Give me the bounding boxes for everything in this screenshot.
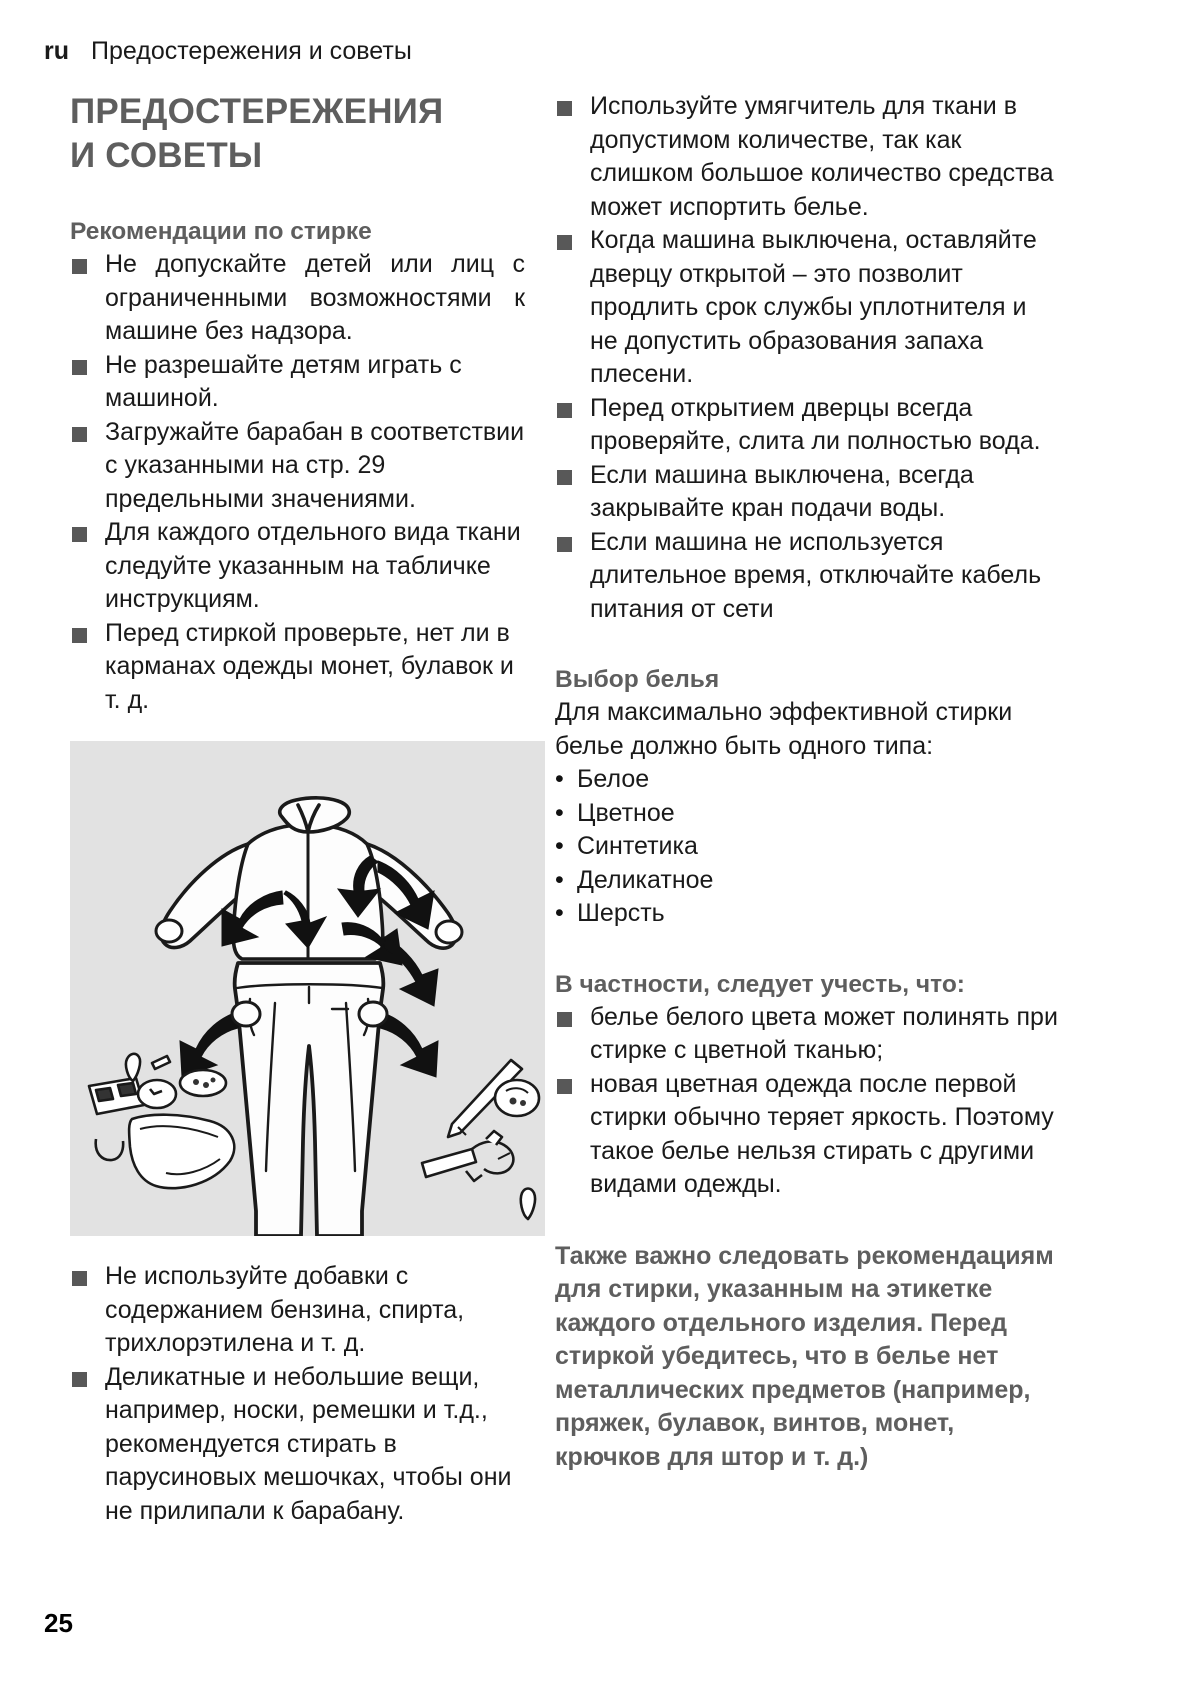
list-item <box>70 349 525 416</box>
list-item <box>70 1260 525 1361</box>
page-title-line-2: И СОВЕТЫ <box>70 136 263 175</box>
list-item <box>555 90 1060 224</box>
list-item <box>70 1361 525 1529</box>
list-item-text: Синтетика <box>577 832 698 860</box>
washing-additives-list <box>70 1260 525 1528</box>
list-item-text: Шерсть <box>577 899 665 927</box>
list-item <box>555 526 1060 627</box>
list-item <box>555 830 1060 864</box>
chapter-title: Предостережения и советы <box>91 37 412 65</box>
list-item-text: Цветное <box>577 798 675 827</box>
list-item-text: Если машина выключена, всегда закрывайте кран подачи воды. <box>590 460 974 522</box>
page-columns <box>0 90 1190 1570</box>
list-item-text: Когда машина выключена, оставляйте дверцу открытой – это позволит продлить срок службы уплотнителя и не допустить образования запаха плесени. <box>590 226 1037 388</box>
list-item-text: Не разрешайте детям играть с машиной. <box>105 350 462 412</box>
list-item <box>70 248 525 349</box>
running-header <box>44 36 412 66</box>
language-code: ru <box>44 37 69 65</box>
list-item <box>555 797 1060 831</box>
list-item-text: Деликатные и небольшие вещи, например, носки, ремешки и т.д., рекомендуется стирать в парусиновых мешочках, чтобы они не прилипали к барабану. <box>105 1362 512 1525</box>
machine-care-list <box>555 90 1060 626</box>
list-item-text: Перед стиркой проверьте, нет ли в карманах одежды монет, булавок и т. д. <box>105 618 514 714</box>
washing-recommendations-heading: Рекомендации по стирке <box>70 218 372 245</box>
list-item <box>555 1001 1060 1068</box>
washing-recommendations-list <box>70 248 525 717</box>
list-item <box>70 416 525 517</box>
list-item <box>555 1068 1060 1202</box>
right-column <box>555 90 1060 1474</box>
list-item <box>555 864 1060 898</box>
illustration-drawing <box>70 741 545 1236</box>
notice-list <box>555 1001 1060 1202</box>
fabric-types-list <box>555 763 1060 931</box>
list-item-text: новая цветная одежда после первой стирки обычно теряет яркость. Поэтому такое белье нельзя стирать с другими видами одежды. <box>590 1069 1054 1198</box>
list-item-text: Не используйте добавки с содержанием бензина, спирта, трихлорэтилена и т. д. <box>105 1262 465 1357</box>
page-number: 25 <box>44 1608 73 1638</box>
page-title <box>70 90 525 178</box>
notice-heading: В частности, следует учесть, что: <box>555 970 965 998</box>
list-item <box>555 459 1060 526</box>
list-item <box>555 224 1060 392</box>
page-title-line-1: ПРЕДОСТЕРЕЖЕНИЯ <box>70 92 444 131</box>
laundry-selection-intro: Для максимально эффективной стирки белье должно быть одного типа: <box>555 698 1013 760</box>
list-item <box>555 897 1060 931</box>
list-item-text: Не допускайте детей или лиц с ограниченными возможностями к машине без надзора. <box>105 250 525 345</box>
pocket-check-illustration <box>70 741 545 1236</box>
left-column <box>70 90 525 1528</box>
list-item <box>70 516 525 617</box>
laundry-selection-heading: Выбор белья <box>555 666 720 693</box>
list-item <box>70 617 525 718</box>
list-item-text: Деликатное <box>577 865 714 894</box>
list-item <box>555 763 1060 797</box>
list-item-text: Загружайте барабан в соответствии с указанными на стр. 29 предельными значениями. <box>105 417 525 513</box>
list-item-text: Для каждого отдельного вида ткани следуйте указанным на табличке инструкциям. <box>105 518 521 613</box>
closing-note: Также важно следовать рекомендациям для стирки, указанным на этикетке каждого отдельного изделия. Перед стиркой убедитесь, что в белье нет металлических предметов (например, пряжек, булавок, винтов, монет, крючков для штор и т. д.) <box>555 1241 1054 1471</box>
list-item-text: Используйте умягчитель для ткани в допустимом количестве, так как слишком большое количество средства может испортить белье. <box>590 92 1054 221</box>
list-item-text: Если машина не используется длительное время, отключайте кабель питания от сети <box>590 527 1042 623</box>
list-item-text: белье белого цвета может полинять при стирке с цветной тканью; <box>590 1002 1058 1064</box>
list-item-text: Белое <box>577 765 650 793</box>
list-item <box>555 392 1060 459</box>
list-item-text: Перед открытием дверцы всегда проверяйте, слита ли полностью вода. <box>590 393 1041 455</box>
